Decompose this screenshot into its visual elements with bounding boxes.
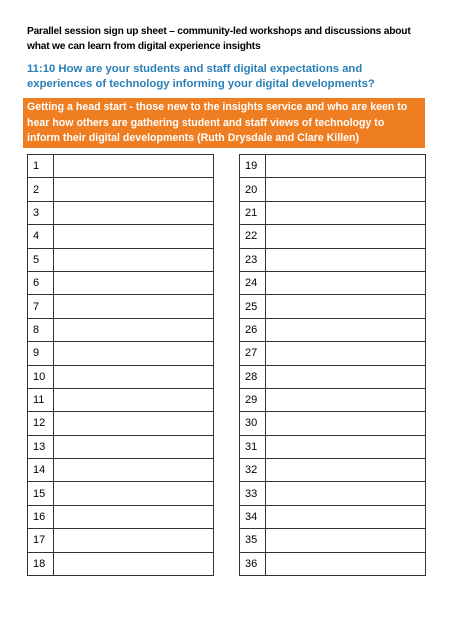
session-description-banner: Getting a head start - those new to the insights service and who are keen to hear how others are gathering student and staff views of technology to inform their digital developments (Ruth Drysdale and Clare Killen) bbox=[23, 98, 425, 148]
row-number: 15 bbox=[28, 482, 54, 505]
row-number: 12 bbox=[28, 412, 54, 435]
signup-row bbox=[28, 155, 214, 178]
row-number: 21 bbox=[240, 201, 266, 224]
row-number: 18 bbox=[28, 552, 54, 575]
row-number: 10 bbox=[28, 365, 54, 388]
signup-row bbox=[240, 271, 426, 294]
name-field[interactable] bbox=[54, 459, 214, 482]
row-number: 35 bbox=[240, 529, 266, 552]
session-title: 11:10 How are your students and staff digital expectations and experiences of technology informing your digital developments? bbox=[27, 63, 375, 90]
name-field[interactable] bbox=[54, 482, 214, 505]
signup-row bbox=[28, 225, 214, 248]
row-number: 29 bbox=[240, 388, 266, 411]
row-number: 25 bbox=[240, 295, 266, 318]
signup-row bbox=[28, 459, 214, 482]
name-field[interactable] bbox=[266, 552, 426, 575]
name-field[interactable] bbox=[266, 178, 426, 201]
row-number: 2 bbox=[28, 178, 54, 201]
signup-table-right bbox=[239, 154, 426, 576]
name-field[interactable] bbox=[54, 295, 214, 318]
signup-row bbox=[28, 412, 214, 435]
name-field[interactable] bbox=[266, 459, 426, 482]
name-field[interactable] bbox=[266, 529, 426, 552]
name-field[interactable] bbox=[54, 178, 214, 201]
signup-row bbox=[28, 295, 214, 318]
name-field[interactable] bbox=[54, 201, 214, 224]
row-number: 7 bbox=[28, 295, 54, 318]
name-field[interactable] bbox=[266, 365, 426, 388]
signup-row bbox=[28, 178, 214, 201]
signup-row bbox=[240, 248, 426, 271]
signup-row bbox=[28, 388, 214, 411]
signup-row bbox=[240, 155, 426, 178]
name-field[interactable] bbox=[266, 388, 426, 411]
signup-row bbox=[240, 412, 426, 435]
signup-row bbox=[240, 318, 426, 341]
signup-row bbox=[240, 459, 426, 482]
signup-row bbox=[28, 482, 214, 505]
name-field[interactable] bbox=[54, 342, 214, 365]
signup-row bbox=[28, 365, 214, 388]
name-field[interactable] bbox=[54, 388, 214, 411]
name-field[interactable] bbox=[266, 248, 426, 271]
row-number: 28 bbox=[240, 365, 266, 388]
name-field[interactable] bbox=[54, 365, 214, 388]
row-number: 16 bbox=[28, 505, 54, 528]
row-number: 31 bbox=[240, 435, 266, 458]
signup-table-left bbox=[27, 154, 214, 576]
name-field[interactable] bbox=[266, 201, 426, 224]
row-number: 11 bbox=[28, 388, 54, 411]
signup-row bbox=[28, 201, 214, 224]
name-field[interactable] bbox=[266, 155, 426, 178]
name-field[interactable] bbox=[266, 435, 426, 458]
row-number: 8 bbox=[28, 318, 54, 341]
name-field[interactable] bbox=[54, 318, 214, 341]
row-number: 24 bbox=[240, 271, 266, 294]
name-field[interactable] bbox=[266, 318, 426, 341]
row-number: 4 bbox=[28, 225, 54, 248]
row-number: 20 bbox=[240, 178, 266, 201]
name-field[interactable] bbox=[266, 505, 426, 528]
signup-row bbox=[28, 435, 214, 458]
row-number: 26 bbox=[240, 318, 266, 341]
row-number: 36 bbox=[240, 552, 266, 575]
name-field[interactable] bbox=[54, 529, 214, 552]
row-number: 30 bbox=[240, 412, 266, 435]
name-field[interactable] bbox=[266, 295, 426, 318]
signup-row bbox=[240, 295, 426, 318]
signup-row bbox=[28, 318, 214, 341]
name-field[interactable] bbox=[54, 248, 214, 271]
signup-row bbox=[240, 505, 426, 528]
signup-row bbox=[240, 388, 426, 411]
name-field[interactable] bbox=[54, 505, 214, 528]
row-number: 27 bbox=[240, 342, 266, 365]
signup-row bbox=[240, 178, 426, 201]
name-field[interactable] bbox=[54, 552, 214, 575]
row-number: 34 bbox=[240, 505, 266, 528]
signup-row bbox=[28, 552, 214, 575]
row-number: 13 bbox=[28, 435, 54, 458]
name-field[interactable] bbox=[266, 225, 426, 248]
signup-row bbox=[28, 342, 214, 365]
signup-row bbox=[240, 435, 426, 458]
row-number: 14 bbox=[28, 459, 54, 482]
row-number: 9 bbox=[28, 342, 54, 365]
row-number: 6 bbox=[28, 271, 54, 294]
signup-row bbox=[240, 365, 426, 388]
row-number: 3 bbox=[28, 201, 54, 224]
row-number: 17 bbox=[28, 529, 54, 552]
signup-row bbox=[28, 529, 214, 552]
row-number: 5 bbox=[28, 248, 54, 271]
row-number: 23 bbox=[240, 248, 266, 271]
row-number: 22 bbox=[240, 225, 266, 248]
name-field[interactable] bbox=[54, 225, 214, 248]
sheet-heading: Parallel session sign up sheet – community-led workshops and discussions about what we can learn from digital experience insights bbox=[27, 26, 411, 52]
name-field[interactable] bbox=[54, 271, 214, 294]
name-field[interactable] bbox=[54, 435, 214, 458]
name-field[interactable] bbox=[266, 482, 426, 505]
row-number: 33 bbox=[240, 482, 266, 505]
signup-row bbox=[240, 482, 426, 505]
signup-row bbox=[28, 505, 214, 528]
signup-row bbox=[240, 552, 426, 575]
row-number: 19 bbox=[240, 155, 266, 178]
name-field[interactable] bbox=[266, 271, 426, 294]
name-field[interactable] bbox=[266, 412, 426, 435]
signup-row bbox=[28, 248, 214, 271]
signup-row bbox=[28, 271, 214, 294]
name-field[interactable] bbox=[266, 342, 426, 365]
signup-row bbox=[240, 342, 426, 365]
name-field[interactable] bbox=[54, 155, 214, 178]
signup-row bbox=[240, 201, 426, 224]
row-number: 32 bbox=[240, 459, 266, 482]
signup-row bbox=[240, 225, 426, 248]
name-field[interactable] bbox=[54, 412, 214, 435]
signup-row bbox=[240, 529, 426, 552]
row-number: 1 bbox=[28, 155, 54, 178]
